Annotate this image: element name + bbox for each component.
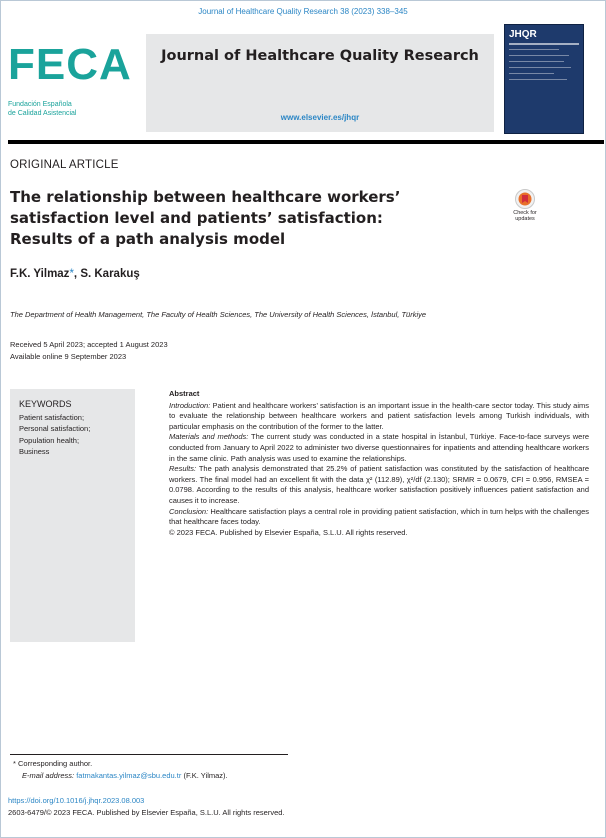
abstract-section xyxy=(169,389,589,538)
journal-citation[interactable]: Journal of Healthcare Quality Research 38 (2023) 338–345 xyxy=(198,7,408,16)
title-line-3: Results of a path analysis model xyxy=(10,230,286,248)
abstract-introduction xyxy=(169,401,589,433)
keyword-item: Population health; xyxy=(19,435,80,445)
title-line-1: The relationship between healthcare workers’ xyxy=(10,188,401,206)
affiliation: The Department of Health Management, The Faculty of Health Sciences, The University of Health Sciences, İstanbul, Türkiye xyxy=(10,310,427,319)
email-suffix: (F.K. Yilmaz). xyxy=(181,771,228,780)
email-note xyxy=(22,771,228,780)
abstract-methods xyxy=(169,432,589,464)
keyword-item: Business xyxy=(19,446,50,456)
methods-text: The current study was conducted in a state hospital in İstanbul, Türkiye. Face-to-face surveys were conducted from January to April 2022 to administer two diverse questionnaires for inpatients and attending healthcare workers in the same clinic. Path analysis was used to examine the relationships. xyxy=(169,432,589,463)
header-rule xyxy=(8,140,604,144)
title-line-2: satisfaction level and patients’ satisfaction: xyxy=(10,209,383,227)
results-label: Results: xyxy=(169,464,197,474)
abstract-copyright: © 2023 FECA. Published by Elsevier España, S.L.U. All rights reserved. xyxy=(169,527,408,537)
keyword-item: Patient satisfaction; xyxy=(19,413,85,422)
journal-masthead xyxy=(146,34,494,132)
keywords-panel xyxy=(10,389,135,642)
intro-text: Patient and healthcare workers’ satisfaction is an important issue in the health-care sector today. This study aims to evaluate the relationship between healthcare workers and patient satisfaction levels among Turkish individuals, with particular emphasis on the contribution of the former to the latter. xyxy=(169,400,589,431)
conclusion-label: Conclusion: xyxy=(169,506,209,516)
cover-title: JHQR xyxy=(509,29,537,40)
methods-label: Materials and methods: xyxy=(169,432,249,442)
received-date: Received 5 April 2023; accepted 1 August 2023 xyxy=(10,340,168,349)
logo-sub-line-2: de Calidad Asistencial xyxy=(8,110,77,117)
article-dates xyxy=(10,339,168,363)
results-text: The path analysis demonstrated that 25.2% of patient satisfaction was constituted by the satisfaction of healthcare workers. The final model had an excellent fit with the data χ² (112.89), χ²/df (2.130); SRMR = 0.0679, CFI = 0.956, RMSEA = 0.0798. According to the results of this analysis, healthcare worker satisfaction positively influences patient satisfaction and causes it to increase. xyxy=(169,464,589,505)
author-list xyxy=(10,268,140,280)
email-label: E-mail address: xyxy=(22,771,77,780)
feca-logo-subtitle xyxy=(8,100,77,118)
conclusion-text: Healthcare satisfaction plays a central role in providing patient satisfaction, which in turn helps with the challenges that healthcare faces today. xyxy=(169,506,589,527)
check-for-updates-badge[interactable] xyxy=(505,188,545,232)
feca-logo xyxy=(8,40,136,126)
keywords-heading: KEYWORDS xyxy=(19,399,72,409)
footnote-rule xyxy=(10,754,288,755)
issn-copyright: 2603-6479/© 2023 FECA. Published by Elsevier España, S.L.U. All rights reserved. xyxy=(8,808,285,817)
online-date: Available online 9 September 2023 xyxy=(10,352,127,361)
journal-cover-image xyxy=(504,24,584,134)
corresponding-author-note: * Corresponding author. xyxy=(13,759,93,768)
keyword-item: Personal satisfaction; xyxy=(19,424,91,434)
abstract-heading: Abstract xyxy=(169,389,200,398)
journal-name: Journal of Healthcare Quality Research xyxy=(161,48,479,64)
author-separator: , xyxy=(73,268,81,280)
article-title xyxy=(10,187,470,250)
cover-lines xyxy=(505,25,583,133)
corresponding-mark[interactable]: * xyxy=(69,268,74,280)
keywords-list xyxy=(19,412,90,457)
doi-link[interactable]: https://doi.org/10.1016/j.jhqr.2023.08.003 xyxy=(8,796,145,805)
check-for-updates-label: Check for updates xyxy=(513,210,537,222)
feca-logo-text: FECA xyxy=(8,40,132,89)
check-for-updates-icon xyxy=(505,188,545,210)
abstract-conclusion xyxy=(169,507,589,528)
author-2[interactable]: S. Karakuş xyxy=(80,268,140,280)
logo-sub-line-1: Fundación Española xyxy=(8,101,72,108)
email-link[interactable]: fatmakantas.yilmaz@sbu.edu.tr xyxy=(76,771,182,780)
intro-label: Introduction: xyxy=(169,400,211,410)
journal-url-link[interactable]: www.elsevier.es/jhqr xyxy=(280,113,360,122)
author-1[interactable]: F.K. Yilmaz xyxy=(10,268,70,280)
abstract-results xyxy=(169,464,589,506)
article-type: ORIGINAL ARTICLE xyxy=(10,159,119,171)
